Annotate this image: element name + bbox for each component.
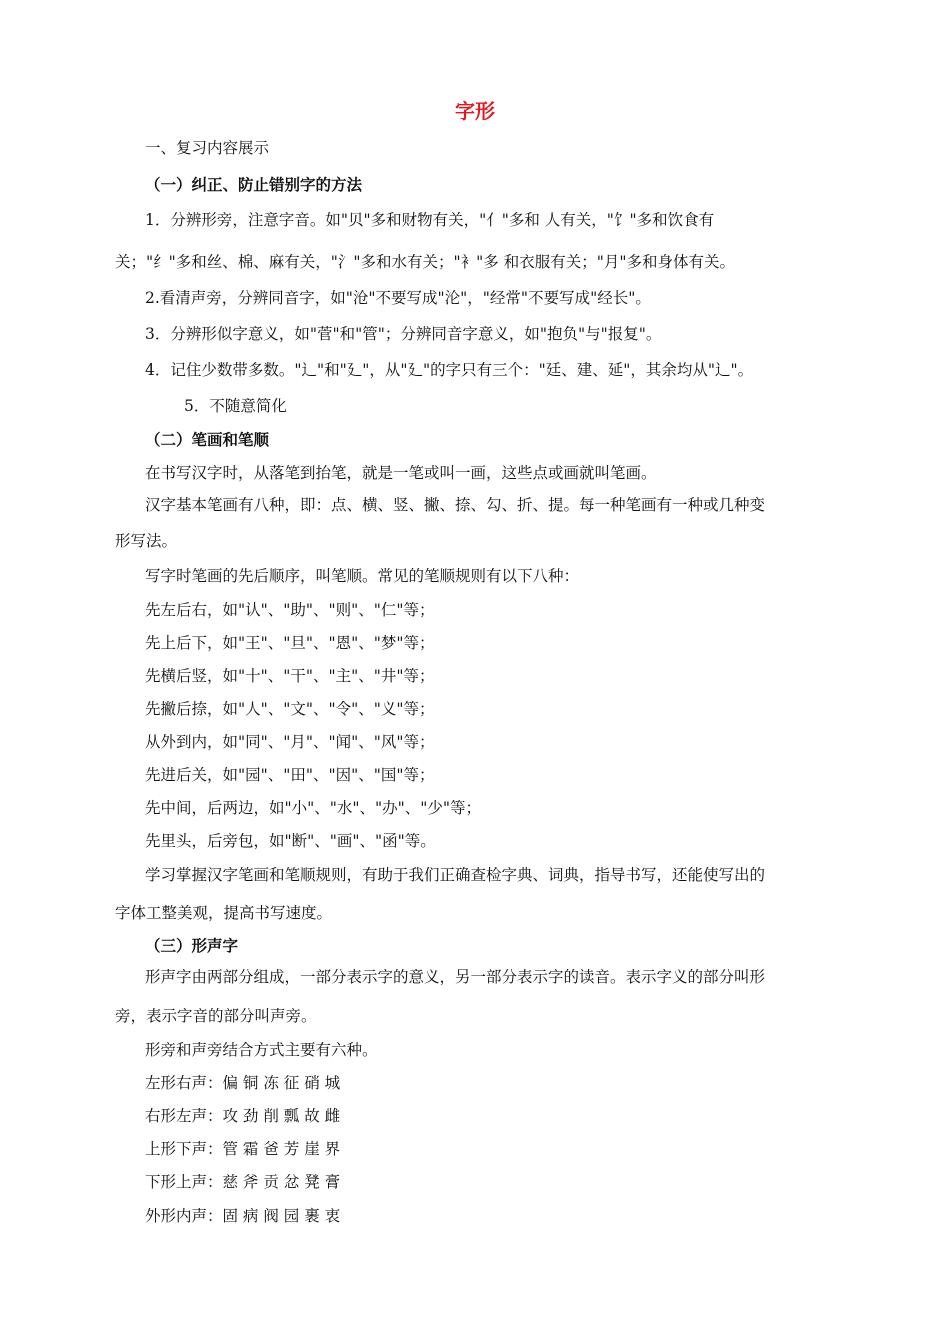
subheading-typo-methods: （一）纠正、防止错别字的方法 [145,176,363,194]
stroke-rule-item: 先进后关，如"园"、"田"、"因"、"国"等； [145,766,435,784]
combination-type-item: 上形下声：管 霜 爸 芳 崖 界 [145,1140,341,1158]
paragraph-line: 在书写汉字时，从落笔到抬笔，就是一笔或叫一画，这些点或画就叫笔画。 [145,464,657,482]
paragraph-line: 汉字基本笔画有八种，即：点、横、竖、撇、捺、勾、折、提。每一种笔画有一种或几种变 [145,496,766,514]
paragraph-line: 关；"纟"多和丝、棉、麻有关，"氵"多和水有关；"衤"多 和衣服有关；"月"多和身体有关。 [115,253,735,271]
stroke-rule-item: 先里头，后旁包，如"断"、"画"、"函"等。 [145,832,436,850]
paragraph-line: 4．记住少数带多数。"辶"和"廴"，从"廴"的字只有三个："廷、建、延"，其余均从"辶"。 [145,361,754,379]
paragraph-line: 形声字由两部分组成，一部分表示字的意义，另一部分表示字的读音。表示字义的部分叫形 [145,968,766,986]
subheading-strokes: （二）笔画和笔顺 [145,431,270,449]
combination-type-item: 左形右声：偏 铜 冻 征 硝 城 [145,1074,341,1092]
stroke-rule-item: 先撇后捺，如"人"、"文"、"令"、"义"等； [145,700,435,718]
subheading-phonosemantic: （三）形声字 [145,937,239,955]
stroke-rule-item: 先中间，后两边，如"小"、"水"、"办"、"少"等； [145,799,482,817]
paragraph-line: 旁，表示字音的部分叫声旁。 [115,1007,317,1025]
combination-type-item: 下形上声：慈 斧 贡 忿 凳 膏 [145,1173,341,1191]
paragraph-line: 2.看清声旁，分辨同音字，如"沧"不要写成"沦"，"经常"不要写成"经长"。 [145,289,651,307]
stroke-rule-item: 先横后竖，如"十"、"干"、"主"、"井"等； [145,667,435,685]
paragraph-line: 形写法。 [115,532,178,550]
paragraph-line: 5．不随意简化 [184,397,287,415]
combination-type-item: 右形左声：攻 劲 削 瓢 故 雌 [145,1107,341,1125]
paragraph-line: 形旁和声旁结合方式主要有六种。 [145,1041,378,1059]
stroke-rule-item: 先左后右，如"认"、"助"、"则"、"仁"等； [145,601,435,619]
stroke-rule-item: 从外到内，如"同"、"月"、"闻"、"风"等； [145,733,435,751]
paragraph-line: 3．分辨形似字意义，如"菅"和"管"；分辨同音字意义，如"抱负"与"报复"。 [145,325,662,343]
paragraph-line: 学习掌握汉字笔画和笔顺规则，有助于我们正确查检字典、词典，指导书写，还能使写出的 [145,866,766,884]
paragraph-line: 1．分辨形旁，注意字音。如"贝"多和财物有关，"亻"多和 人有关，"饣"多和饮食有 [145,211,715,229]
paragraph-line: 写字时笔画的先后顺序，叫笔顺。常见的笔顺规则有以下八种： [145,567,580,585]
section-heading-review: 一、复习内容展示 [145,139,270,157]
stroke-rule-item: 先上后下，如"王"、"旦"、"恩"、"梦"等； [145,634,435,652]
paragraph-line: 字体工整美观，提高书写速度。 [115,904,333,922]
page-title: 字形 [455,99,495,123]
combination-type-item: 外形内声：固 病 阀 园 裹 衷 [145,1207,341,1225]
